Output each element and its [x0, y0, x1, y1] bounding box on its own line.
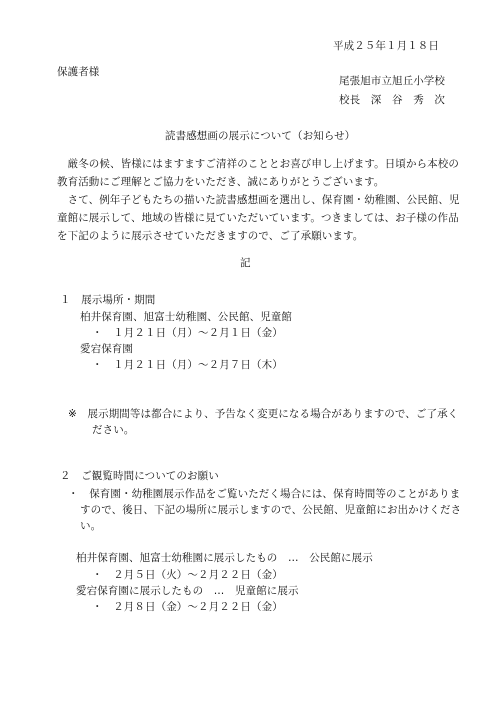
- section1-period2: ・ １月２１日（月）～２月７日（木）: [92, 359, 283, 371]
- ki-heading: 記: [240, 257, 251, 269]
- body-p2-line2: 童館に展示して、地域の皆様に見ていただいています。つきましては、お子様の作品: [57, 212, 459, 224]
- body-p2-line3: を下記のように展示させていただきますので、ご了承願います。: [57, 230, 364, 242]
- section2-line2: すので、後日、下記の場所に展示しますので、公民館、児童館にお出かけくださ: [80, 504, 462, 516]
- note-line1: ※ 展示期間等は都合により、予告なく変更になる場合がありますので、ご了承く: [68, 408, 459, 420]
- body-p1-line1: 厳冬の候、皆様にはますますご清祥のこととお喜び申し上げます。日頃から本校の: [57, 158, 459, 170]
- sender-principal: 校長 深 谷 秀 次: [339, 94, 445, 106]
- letter-date: 平成２５年１月１８日: [333, 40, 439, 52]
- section2-heading: ２ ご観覧時間についてのお願い: [60, 470, 219, 482]
- section2-period1: ・ ２月５日（火）～２月２２日（金）: [92, 569, 283, 581]
- section1-heading: １ 展示場所・期間: [60, 294, 156, 306]
- addressee: 保護者様: [57, 66, 100, 78]
- section2-period2: ・ ２月８日（金）～２月２２日（金）: [92, 601, 283, 613]
- section2-line1: ・ 保育園・幼稚園展示作品をご覧いただく場合には、保育時間等のことがありま: [68, 488, 461, 500]
- note-line2: ださい。: [92, 424, 135, 436]
- body-p1-line2: 教育活動にご理解とご協力をいただき、誠にありがとうございます。: [57, 176, 385, 188]
- section1-place2: 愛宕保育園: [80, 343, 133, 355]
- section2-place1: 柏井保育園、旭富士幼稚園に展示したもの … 公民館に展示: [76, 552, 373, 564]
- section1-place1: 柏井保育園、旭富士幼稚園、公民館、児童館: [80, 311, 292, 323]
- section2-place2: 愛宕保育園に展示したもの … 児童館に展示: [76, 585, 299, 597]
- document-title: 読書感想画の展示について（お知らせ）: [165, 130, 356, 142]
- section1-period1: ・ １月２１日（月）～２月１日（金）: [92, 327, 283, 339]
- body-p2-line1: さて、例年子どもたちの描いた読書感想画を選出し、保育園・幼稚園、公民館、児: [57, 194, 460, 206]
- section2-line3: い。: [80, 520, 102, 532]
- sender-school: 尾張旭市立旭丘小学校: [339, 75, 445, 87]
